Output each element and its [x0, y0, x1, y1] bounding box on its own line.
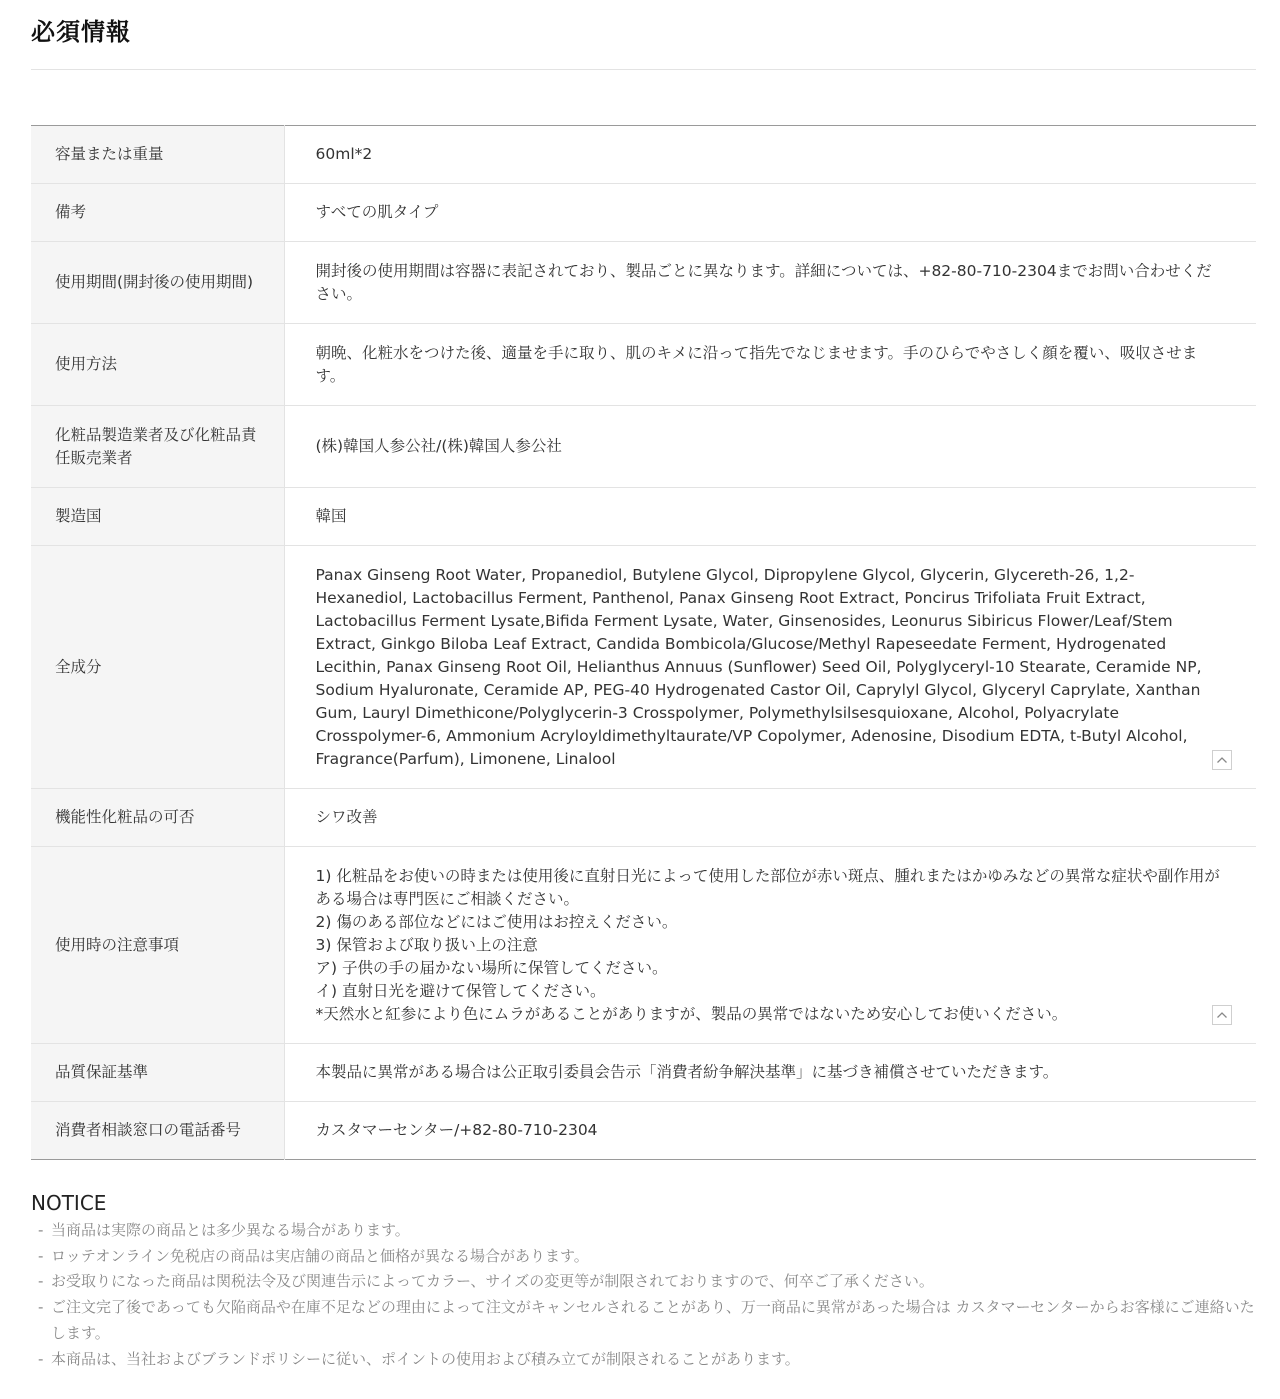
- notice-item: - ご注文完了後であっても欠陥商品や在庫不足などの理由によって注文がキャンセルされることがあり、万一商品に異常があった場合は カスタマーセンターからお客様にご連絡いたします。: [31, 1295, 1256, 1346]
- table-row: [31, 789, 1256, 847]
- row-value: すべての肌タイプ: [315, 203, 439, 221]
- table-row: [31, 1044, 1256, 1102]
- row-value-cell: [284, 789, 1256, 847]
- row-label: 製造国: [31, 488, 284, 546]
- row-value: シワ改善: [315, 808, 378, 826]
- table-row: [31, 1102, 1256, 1160]
- row-value-cell: [284, 1044, 1256, 1102]
- row-label: 化粧品製造業者及び化粧品責任販売業者: [31, 406, 284, 488]
- row-value: Panax Ginseng Root Water, Propanediol, Butylene Glycol, Dipropylene Glycol, Glycerin, Glycereth-26, 1,2-Hexanediol, Lactobacillus Ferment, Panthenol, Panax Ginseng Root Extract, Poncirus Trifoliata Fruit Extract, Lactobacillus Ferment Lysate,Bifida Ferment Lysate, Water, Ginsenosides, Leonurus Sibiricus Flower/Leaf/Stem Extract, Ginkgo Biloba Leaf Extract, Candida Bombicola/Glucose/Methyl Rapeseedate Ferment, Hydrogenated Lecithin, Panax Ginseng Root Oil, Helianthus Annuus (Sunflower) Seed Oil, Polyglyceryl-10 Stearate, Ceramide NP, Sodium Hyaluronate, Ceramide AP, PEG-40 Hydrogenated Castor Oil, Caprylyl Glycol, Glyceryl Caprylate, Xanthan Gum, Lauryl Dimethicone/Polyglycerin-3 Crosspolymer, Polymethylsilsesquioxane, Alcohol, Polyacrylate Crosspolymer-6, Ammonium Acryloyldimethyltaurate/VP Copolymer, Adenosine, Disodium EDTA, t-Butyl Alcohol, Fragrance(Parfum), Limonene, Linalool: [315, 565, 1202, 768]
- row-value: 開封後の使用期間は容器に表記されており、製品ごとに異なります。詳細については、+82-80-710-2304までお問い合わせください。: [315, 261, 1212, 303]
- notice-item: - 当商品は実際の商品とは多少異なる場合があります。: [31, 1218, 1256, 1244]
- row-value-cell: [284, 406, 1256, 488]
- table-row: [31, 324, 1256, 406]
- chevron-up-icon: [1213, 1006, 1231, 1024]
- row-value: 朝晩、化粧水をつけた後、適量を手に取り、肌のキメに沿って指先でなじませます。手のひらでやさしく顔を覆い、吸収させます。: [315, 343, 1198, 385]
- product-info-table: [31, 125, 1256, 1160]
- row-label: 全成分: [31, 546, 284, 789]
- page-title: 必須情報: [31, 18, 131, 46]
- row-label: 使用期間(開封後の使用期間): [31, 242, 284, 324]
- row-value-cell: [284, 1102, 1256, 1160]
- row-value: 60ml*2: [315, 145, 373, 163]
- table-row: [31, 546, 1256, 789]
- row-value-cell: [284, 847, 1256, 1044]
- row-value-cell: [284, 126, 1256, 184]
- row-label: 備考: [31, 184, 284, 242]
- table-row: [31, 488, 1256, 546]
- notice-list: [31, 1218, 1256, 1372]
- row-value: 韓国: [315, 507, 347, 525]
- notice-item: - ロッテオンライン免税店の商品は実店舗の商品と価格が異なる場合があります。: [31, 1244, 1256, 1270]
- row-label: 機能性化粧品の可否: [31, 789, 284, 847]
- product-info-table-body: [31, 126, 1256, 1160]
- chevron-up-icon: [1213, 751, 1231, 769]
- notice-item: - お受取りになった商品は関税法令及び関連告示によってカラー、サイズの変更等が制限されておりますので、何卒ご了承ください。: [31, 1269, 1256, 1295]
- row-label: 容量または重量: [31, 126, 284, 184]
- notice-section: [31, 1190, 1256, 1372]
- row-value-cell: [284, 242, 1256, 324]
- table-row: [31, 406, 1256, 488]
- row-value: 本製品に異常がある場合は公正取引委員会告示「消費者紛争解決基準」に基づき補償させていただきます。: [315, 1063, 1059, 1081]
- row-value: (株)韓国人参公社/(株)韓国人参公社: [315, 437, 562, 455]
- row-value: 1) 化粧品をお使いの時または使用後に直射日光によって使用した部位が赤い斑点、腫れまたはかゆみなどの異常な症状や副作用がある場合は専門医にご相談ください。 2) 傷のある部位などにはご使用はお控えください。 3) 保管および取り扱い上の注意 ア) 子供の手の届かない場所に保管してください。 イ) 直射日光を避けて保管してください。 *天然水と紅参により色にムラがあることがありますが、製品の異常ではないため安心してお使いください。: [315, 866, 1220, 1023]
- notice-item: - 本商品は、当社およびブランドポリシーに従い、ポイントの使用および積み立てが制限されることがあります。: [31, 1347, 1256, 1373]
- notice-title: NOTICE: [31, 1191, 107, 1215]
- table-row: [31, 126, 1256, 184]
- row-value: カスタマーセンター/+82-80-710-2304: [315, 1121, 598, 1139]
- table-row: [31, 847, 1256, 1044]
- row-value-cell: [284, 324, 1256, 406]
- table-row: [31, 184, 1256, 242]
- row-value-cell: [284, 546, 1256, 789]
- row-label: 使用時の注意事項: [31, 847, 284, 1044]
- row-value-cell: [284, 184, 1256, 242]
- row-label: 品質保証基準: [31, 1044, 284, 1102]
- row-label: 消費者相談窓口の電話番号: [31, 1102, 284, 1160]
- collapse-button[interactable]: [1212, 750, 1232, 770]
- row-value-cell: [284, 488, 1256, 546]
- row-label: 使用方法: [31, 324, 284, 406]
- table-row: [31, 242, 1256, 324]
- title-divider: [31, 69, 1256, 70]
- collapse-button[interactable]: [1212, 1005, 1232, 1025]
